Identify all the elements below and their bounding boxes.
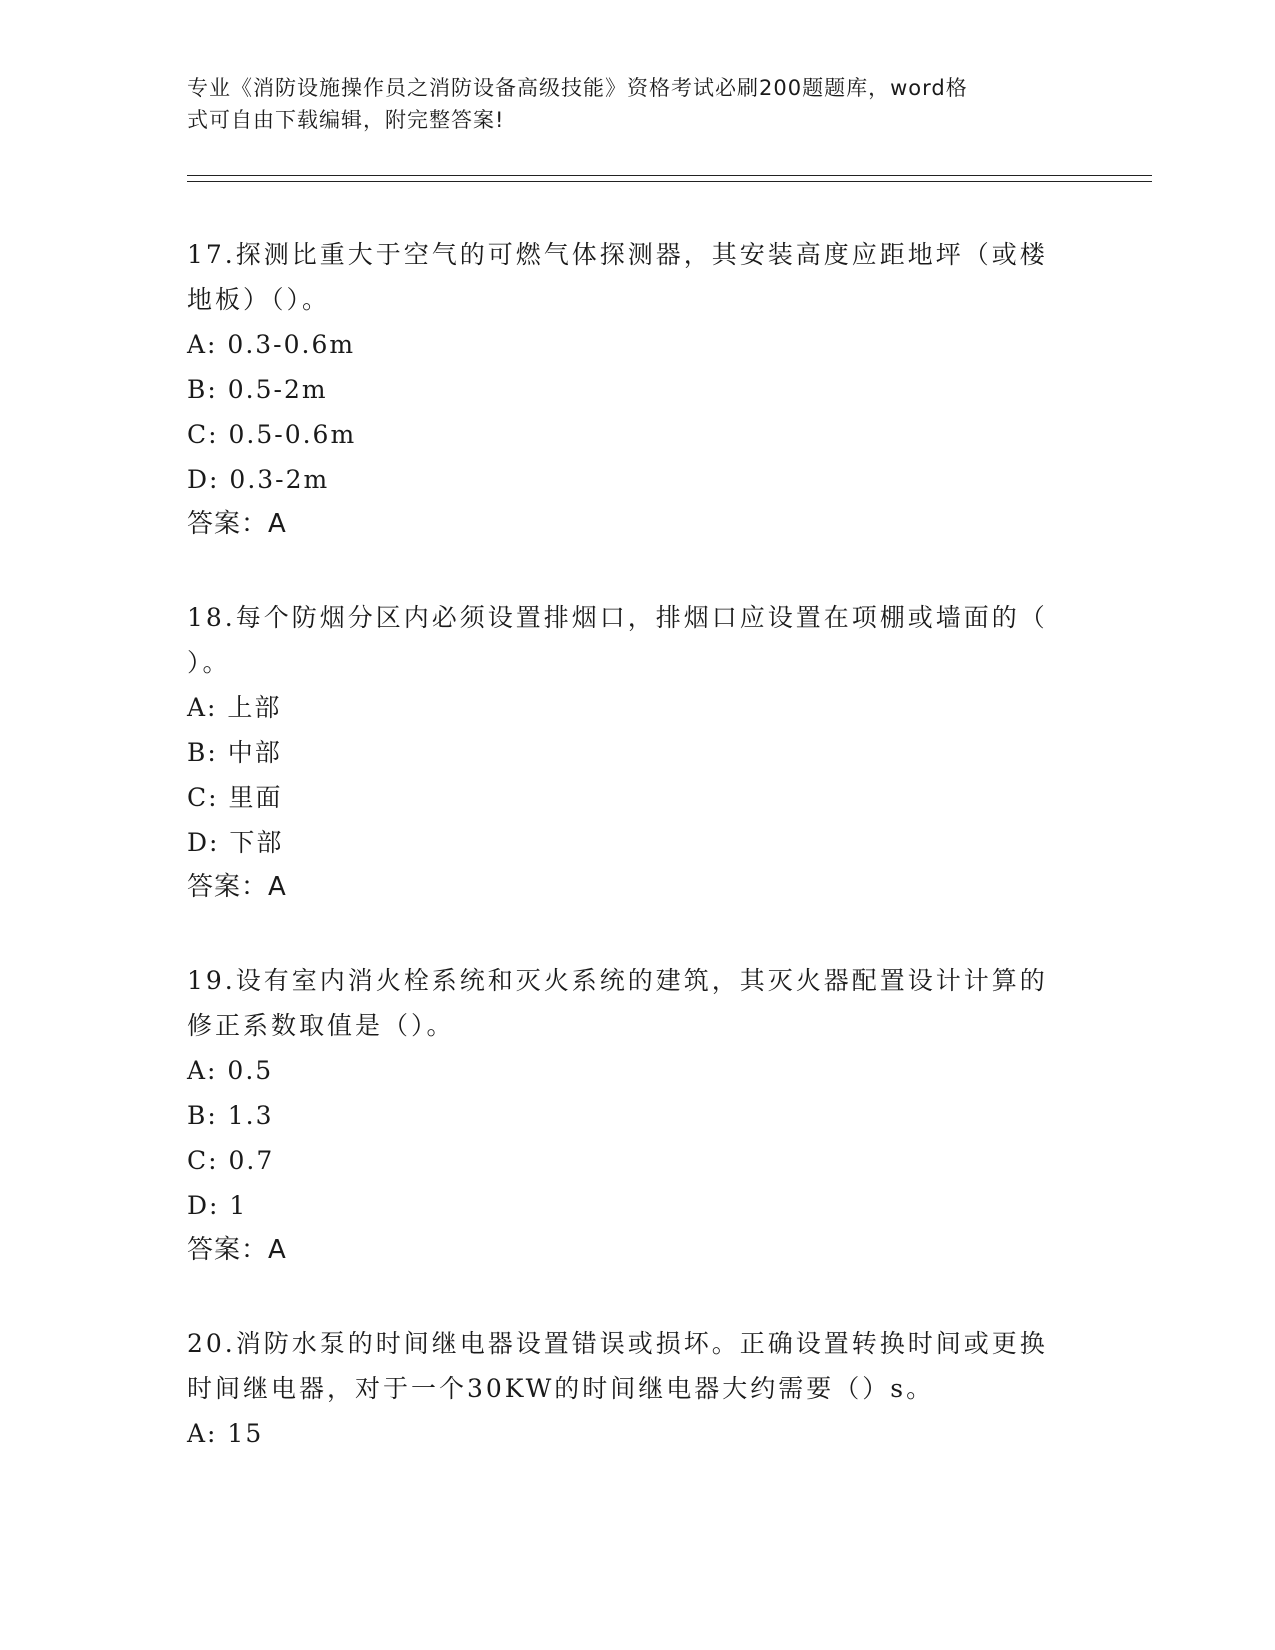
answer-label: 答案：A	[187, 509, 287, 539]
question-20	[187, 1321, 1077, 1456]
header-line-1: 专业《消防设施操作员之消防设备高级技能》资格考试必刷200题题库，word格	[187, 76, 968, 100]
question-line-2: ）。	[187, 648, 231, 677]
option-a: A: 0.5	[187, 1056, 274, 1085]
option-c: C: 0.5-0.6m	[187, 420, 357, 449]
option-b: B: 0.5-2m	[187, 375, 328, 404]
question-text	[187, 232, 1077, 322]
option-c: C: 里面	[187, 783, 283, 812]
answer-label: 答案：A	[187, 872, 287, 902]
option-d: D: 下部	[187, 828, 284, 857]
question-line-1: 17.探测比重大于空气的可燃气体探测器，其安装高度应距地坪（或楼	[187, 240, 1048, 269]
option-b: B: 1.3	[187, 1101, 274, 1130]
question-line-2: 时间继电器，对于一个30KW的时间继电器大约需要（）s。	[187, 1374, 935, 1403]
option-d: D: 0.3-2m	[187, 465, 330, 494]
question-line-1: 18.每个防烟分区内必须设置排烟口，排烟口应设置在项棚或墙面的（	[187, 603, 1048, 632]
question-line-2: 地板）（）。	[187, 285, 331, 314]
question-text	[187, 1321, 1077, 1411]
header-line-2: 式可自由下载编辑，附完整答案!	[187, 108, 505, 132]
header-divider-top	[187, 175, 1152, 176]
question-19	[187, 958, 1077, 1273]
header-divider-bottom	[187, 181, 1152, 182]
question-text	[187, 958, 1077, 1048]
option-b: B: 中部	[187, 738, 282, 767]
answer-label: 答案：A	[187, 1235, 287, 1265]
option-a: A: 15	[187, 1419, 264, 1448]
question-18	[187, 595, 1077, 910]
question-line-1: 20.消防水泵的时间继电器设置错误或损坏。正确设置转换时间或更换	[187, 1329, 1048, 1358]
question-17	[187, 232, 1077, 547]
option-a: A: 0.3-0.6m	[187, 330, 356, 359]
option-c: C: 0.7	[187, 1146, 275, 1175]
question-text	[187, 595, 1077, 685]
question-line-1: 19.设有室内消火栓系统和灭火系统的建筑，其灭火器配置设计计算的	[187, 966, 1048, 995]
option-d: D: 1	[187, 1191, 248, 1220]
option-a: A: 上部	[187, 693, 282, 722]
question-line-2: 修正系数取值是（）。	[187, 1011, 455, 1040]
document-header	[187, 72, 1067, 136]
